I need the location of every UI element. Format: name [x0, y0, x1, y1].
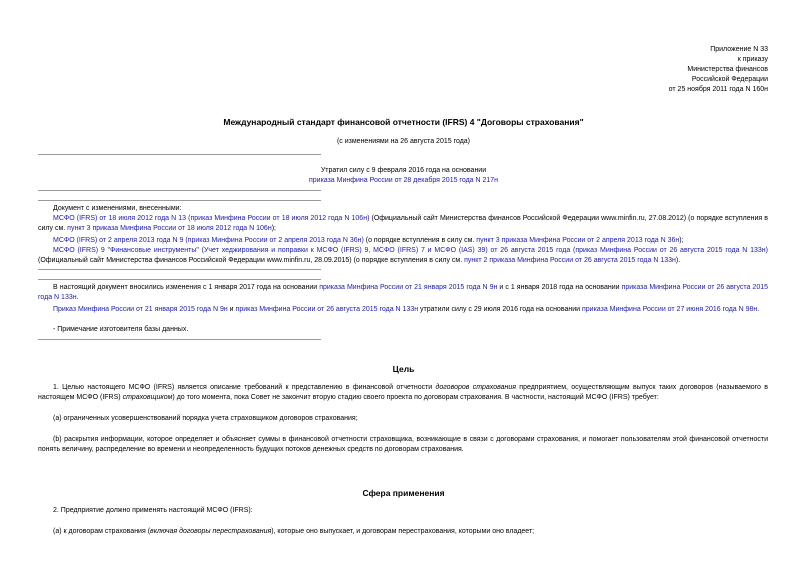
- appendix-country: Российской Федерации: [691, 76, 768, 83]
- divider: [38, 269, 321, 270]
- paragraph-text: 1. Целью настоящего МСФО (IFRS) является описание требований к представлению в финансовой отчетности: [53, 384, 436, 391]
- appendix-order: к приказу: [737, 56, 768, 63]
- notice-text: В настоящий документ вносились изменения с 1 января 2017 года на основании: [53, 284, 320, 291]
- paragraph-text: ), которые оно выпускает, и договорам перестрахования, которыми оно владеет;: [271, 528, 535, 535]
- divider: [38, 339, 321, 340]
- change-link[interactable]: (приказ Минфина России от 26 августа 2015 года N 133н): [570, 247, 768, 254]
- notice-text: .: [76, 294, 79, 301]
- change-link[interactable]: пункт 3 приказа Минфина России от 2 апреля 2013 года N 36н: [476, 237, 680, 244]
- change-text: (Официальный сайт Министерства финансов Российской Федерации www.minfin.ru, 28.09.2015) (о порядке вступления в силу см.: [38, 257, 465, 264]
- notice-text: и: [227, 306, 236, 313]
- paragraph-2: 2. Предприятие должно применять настоящий МСФО (IFRS):: [53, 507, 253, 514]
- paragraph-text: ) до того момента, пока Совет не закончит вторую стадию своего проекта по договорам страхования. В частности, настоящий МСФО (IFRS) требует:: [172, 394, 659, 401]
- notice-item-1: [38, 283, 768, 303]
- divider: [38, 190, 321, 191]
- changes-intro: Документ с изменениями, внесенными:: [53, 205, 182, 212]
- appendix-block: [669, 45, 768, 95]
- notice-link[interactable]: приказа Минфина России от 27 июня 2016 года N 98н: [582, 306, 758, 313]
- notice-link[interactable]: Приказ Минфина России от 21 января 2015 года N 9н: [53, 306, 228, 313]
- change-text: );: [271, 225, 276, 232]
- changes-item-2: [38, 236, 768, 246]
- paragraph-1b: (b) раскрытия информации, которое определяет и объясняет суммы в финансовой отчетности страховщика, возникающие в связи с договорами страхования, и помогает пользователям этой финансовой отчетности понять величину, распределение во времени и неопределенность будущих потоков денежных средств по договорам страхования.: [38, 436, 768, 453]
- paragraph-text: предприятием, осуществляющим выпуск таких договоров (называемого в настоящем МСФО (IFRS): [38, 384, 768, 401]
- changes-item-1: [38, 214, 768, 234]
- change-text: ).: [675, 257, 681, 264]
- section-heading-scope: Сфера применения: [362, 488, 445, 498]
- notice-text: .: [757, 306, 760, 313]
- paragraph-term: включая договоры перестрахования: [150, 528, 272, 535]
- lost-force-link[interactable]: приказа Минфина России от 28 декабря 2015 года N 217н: [308, 177, 499, 184]
- change-text: (о порядке вступления в силу см.: [363, 237, 477, 244]
- notice-link[interactable]: приказа Минфина России от 21 января 2015 года N 9н: [319, 284, 498, 291]
- change-link[interactable]: пункт 3 приказа Минфина России от 18 июля 2012 года N 106н: [67, 225, 272, 232]
- change-text: (Официальный сайт Министерства финансов Российской Федерации www.minfin.ru, 27.08.2012) (о порядке вступления в силу см.: [38, 215, 769, 232]
- change-text: );: [679, 237, 684, 244]
- section-heading-goal: Цель: [392, 364, 415, 374]
- document-subtitle: (с изменениями на 26 августа 2015 года): [336, 138, 471, 145]
- appendix-number: Приложение N 33: [710, 46, 768, 53]
- divider: [38, 154, 321, 155]
- change-link[interactable]: (приказ Минфина России от 18 июля 2012 года N 106н): [188, 215, 370, 222]
- paragraph-1: [38, 383, 768, 403]
- lost-force-text: Утратил силу с 9 февраля 2016 года на основании: [320, 167, 487, 174]
- notice-link[interactable]: приказ Минфина России от 26 августа 2015 года N 133н: [235, 306, 419, 313]
- change-link[interactable]: МСФО (IFRS) 9 "Финансовые инструменты" (Учет хеджирования и поправки к МСФО (IFRS) 9, МСФО (IFRS) 7 и МСФО (IAS) 39) от 26 августа 2015 года: [53, 247, 571, 254]
- notice-item-2: [38, 305, 768, 315]
- appendix-ministry: Министерства финансов: [687, 66, 768, 73]
- divider: [38, 279, 321, 280]
- change-link[interactable]: МСФО (IFRS) от 18 июля 2012 года N 13: [53, 215, 187, 222]
- changes-item-3: [38, 246, 768, 266]
- paragraph-term: страховщиком: [122, 394, 173, 401]
- paragraph-text: (а) к договорам страхования (: [53, 528, 151, 535]
- paragraph-2a: [38, 527, 768, 537]
- paragraph-1a: (а) ограниченных усовершенствований порядка учета страховщиком договоров страхования;: [53, 415, 358, 422]
- appendix-date: от 25 ноября 2011 года N 160н: [668, 86, 768, 93]
- divider: [38, 200, 321, 201]
- change-link[interactable]: (приказ Минфина России от 2 апреля 2013 года N 36н): [183, 237, 364, 244]
- notice-link[interactable]: приказа Минфина России от 26 августа 2015 года N 133н: [38, 284, 768, 301]
- notice-text: утратили силу с 29 июля 2016 года на основании: [418, 306, 582, 313]
- paragraph-term: договоров страхования: [435, 384, 516, 391]
- document-title: Международный стандарт финансовой отчетности (IFRS) 4 "Договоры страхования": [223, 117, 584, 127]
- notice-note: - Примечание изготовителя базы данных.: [53, 326, 189, 333]
- notice-text: и с 1 января 2018 года на основании: [497, 284, 622, 291]
- change-link[interactable]: МСФО (IFRS) от 2 апреля 2013 года N 9: [53, 237, 184, 244]
- change-link[interactable]: пункт 2 приказа Минфина России от 26 августа 2015 года N 133н: [464, 257, 676, 264]
